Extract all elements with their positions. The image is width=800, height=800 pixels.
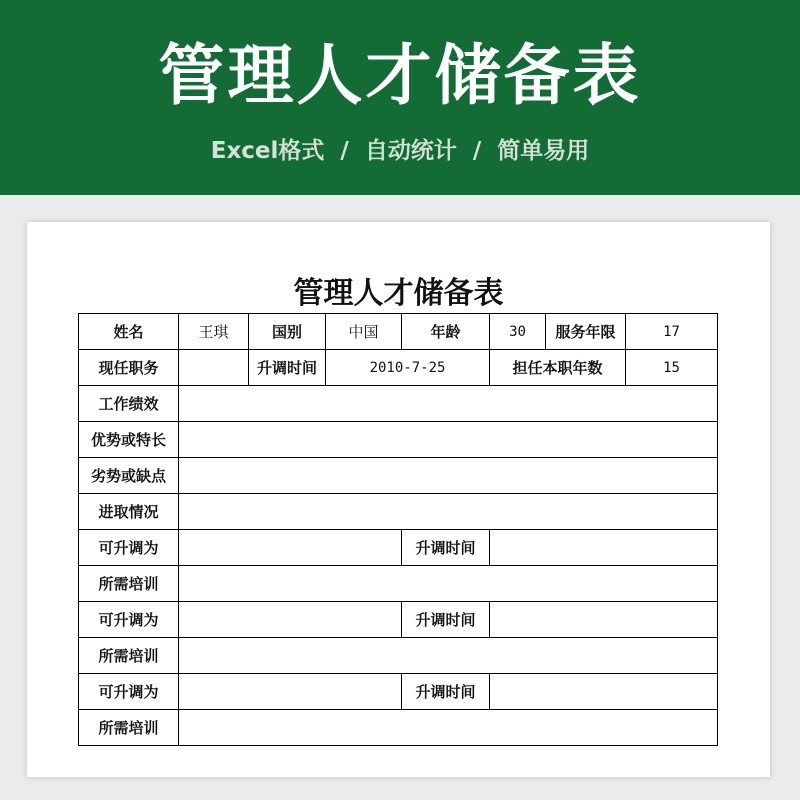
name-label: 姓名 xyxy=(79,314,179,350)
table-row xyxy=(79,602,718,638)
progress-value[interactable] xyxy=(179,494,718,530)
age-label: 年龄 xyxy=(402,314,490,350)
performance-value[interactable] xyxy=(179,386,718,422)
promote-time-value[interactable] xyxy=(490,674,718,710)
nationality-value[interactable]: 中国 xyxy=(326,314,402,350)
service-years-value[interactable]: 17 xyxy=(626,314,718,350)
training-value[interactable] xyxy=(179,566,718,602)
table-row xyxy=(79,458,718,494)
age-value[interactable]: 30 xyxy=(490,314,546,350)
promotion-time-label: 升调时间 xyxy=(249,350,326,386)
training-label: 所需培训 xyxy=(79,638,179,674)
talent-reserve-table xyxy=(78,313,718,746)
training-value[interactable] xyxy=(179,638,718,674)
document-sheet xyxy=(27,222,770,777)
table-row xyxy=(79,710,718,746)
table-row xyxy=(79,494,718,530)
position-value[interactable] xyxy=(179,350,249,386)
promote-to-label: 可升调为 xyxy=(79,602,179,638)
banner-title: 管理人才储备表 xyxy=(158,37,642,114)
promote-time-label: 升调时间 xyxy=(402,530,490,566)
weaknesses-label: 劣势或缺点 xyxy=(79,458,179,494)
table-row xyxy=(79,422,718,458)
name-value[interactable]: 王琪 xyxy=(179,314,249,350)
strengths-label: 优势或特长 xyxy=(79,422,179,458)
promote-time-value[interactable] xyxy=(490,530,718,566)
training-label: 所需培训 xyxy=(79,710,179,746)
promote-to-value[interactable] xyxy=(179,674,402,710)
tenure-value[interactable]: 15 xyxy=(626,350,718,386)
progress-label: 进取情况 xyxy=(79,494,179,530)
header-banner xyxy=(0,0,800,195)
promote-time-label: 升调时间 xyxy=(402,674,490,710)
table-row xyxy=(79,314,718,350)
table-row xyxy=(79,386,718,422)
table-row xyxy=(79,674,718,710)
tenure-label: 担任本职年数 xyxy=(490,350,626,386)
promote-time-label: 升调时间 xyxy=(402,602,490,638)
nationality-label: 国别 xyxy=(249,314,326,350)
promote-to-value[interactable] xyxy=(179,602,402,638)
promote-time-value[interactable] xyxy=(490,602,718,638)
promote-to-label: 可升调为 xyxy=(79,674,179,710)
document-title: 管理人才储备表 xyxy=(293,276,504,311)
position-label: 现任职务 xyxy=(79,350,179,386)
promote-to-label: 可升调为 xyxy=(79,530,179,566)
training-value[interactable] xyxy=(179,710,718,746)
banner-subtitle: Excel格式 / 自动统计 / 简单易用 xyxy=(210,138,590,164)
table-row xyxy=(79,566,718,602)
table-row xyxy=(79,638,718,674)
promotion-time-value[interactable]: 2010-7-25 xyxy=(326,350,490,386)
table-row xyxy=(79,530,718,566)
table-row xyxy=(79,350,718,386)
training-label: 所需培训 xyxy=(79,566,179,602)
promote-to-value[interactable] xyxy=(179,530,402,566)
service-years-label: 服务年限 xyxy=(546,314,626,350)
strengths-value[interactable] xyxy=(179,422,718,458)
performance-label: 工作绩效 xyxy=(79,386,179,422)
weaknesses-value[interactable] xyxy=(179,458,718,494)
